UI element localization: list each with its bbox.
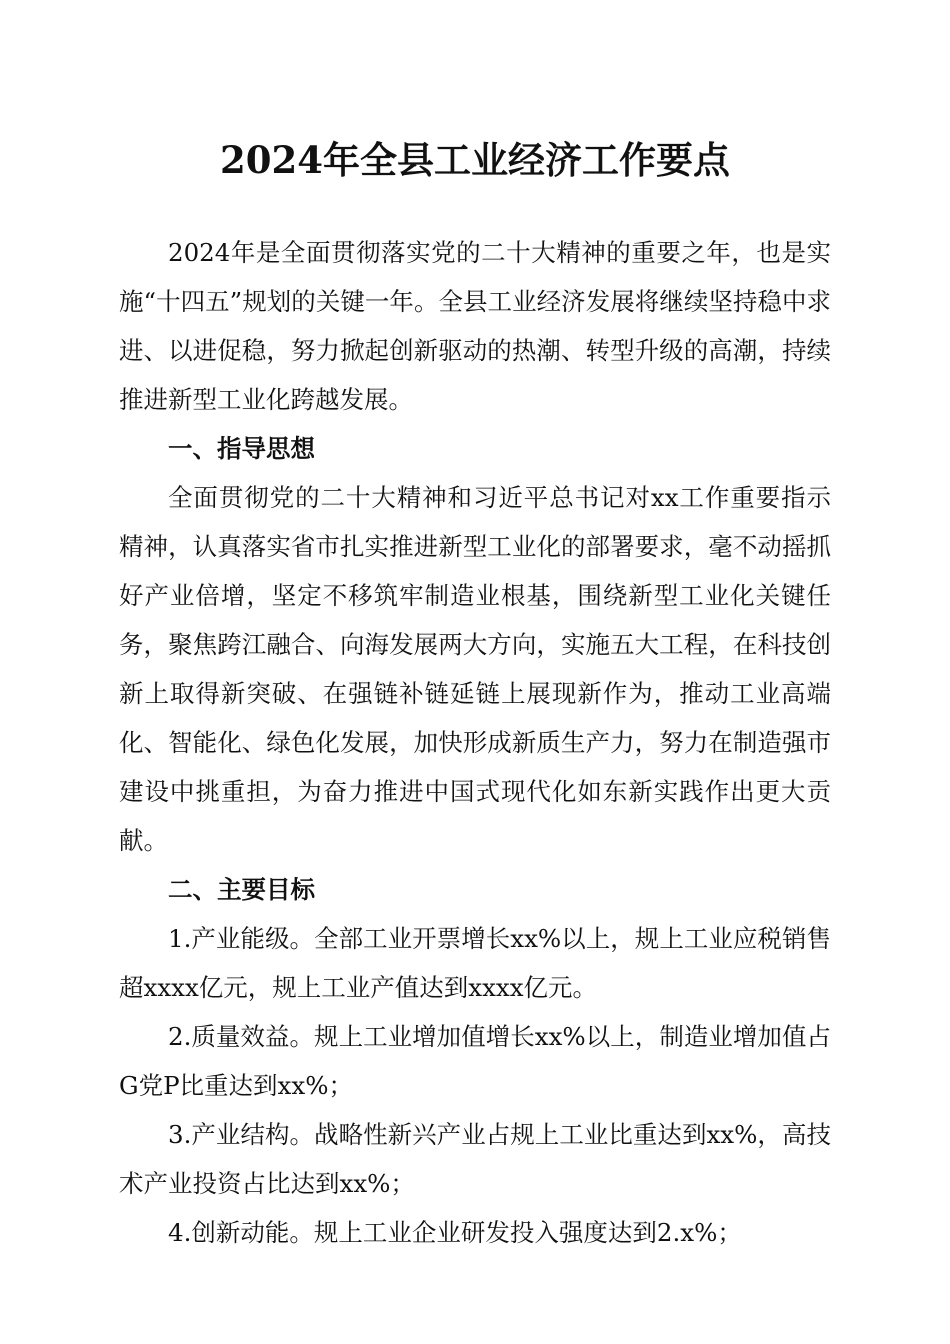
- goal-item-quality-benefit: 2.质量效益。规上工业增加值增长xx%以上，制造业增加值占G党P比重达到xx%；: [119, 1022, 831, 1100]
- section-heading-main-goals: 二、主要目标: [168, 875, 315, 904]
- document-title: 2024年全县工业经济工作要点: [220, 138, 730, 182]
- intro-paragraph: 2024年是全面贯彻落实党的二十大精神的重要之年，也是实施“十四五”规划的关键一年。全县工业经济发展将继续坚持稳中求进、以进促稳，努力掀起创新驱动的热潮、转型升级的高潮，持续推进新型工业化跨越发展。: [119, 238, 831, 414]
- section-heading-guiding-ideology: 一、指导思想: [168, 434, 315, 463]
- goal-item-innovation-momentum: 4.创新动能。规上工业企业研发投入强度达到2.x%；: [168, 1218, 742, 1247]
- goal-item-industry-level: 1.产业能级。全部工业开票增长xx%以上，规上工业应税销售超xxxx亿元，规上工业产值达到xxxx亿元。: [119, 924, 831, 1002]
- document-body: [119, 228, 831, 1257]
- guiding-ideology-paragraph: 全面贯彻党的二十大精神和习近平总书记对xx工作重要指示精神，认真落实省市扎实推进新型工业化的部署要求，毫不动摇抓好产业倍增，坚定不移筑牢制造业根基，围绕新型工业化关键任务，聚焦跨江融合、向海发展两大方向，实施五大工程，在科技创新上取得新突破、在强链补链延链上展现新作为，推动工业高端化、智能化、绿色化发展，加快形成新质生产力，努力在制造强市建设中挑重担，为奋力推进中国式现代化如东新实践作出更大贡献。: [119, 483, 831, 855]
- goal-item-industry-structure: 3.产业结构。战略性新兴产业占规上工业比重达到xx%，高技术产业投资占比达到xx%；: [119, 1120, 831, 1198]
